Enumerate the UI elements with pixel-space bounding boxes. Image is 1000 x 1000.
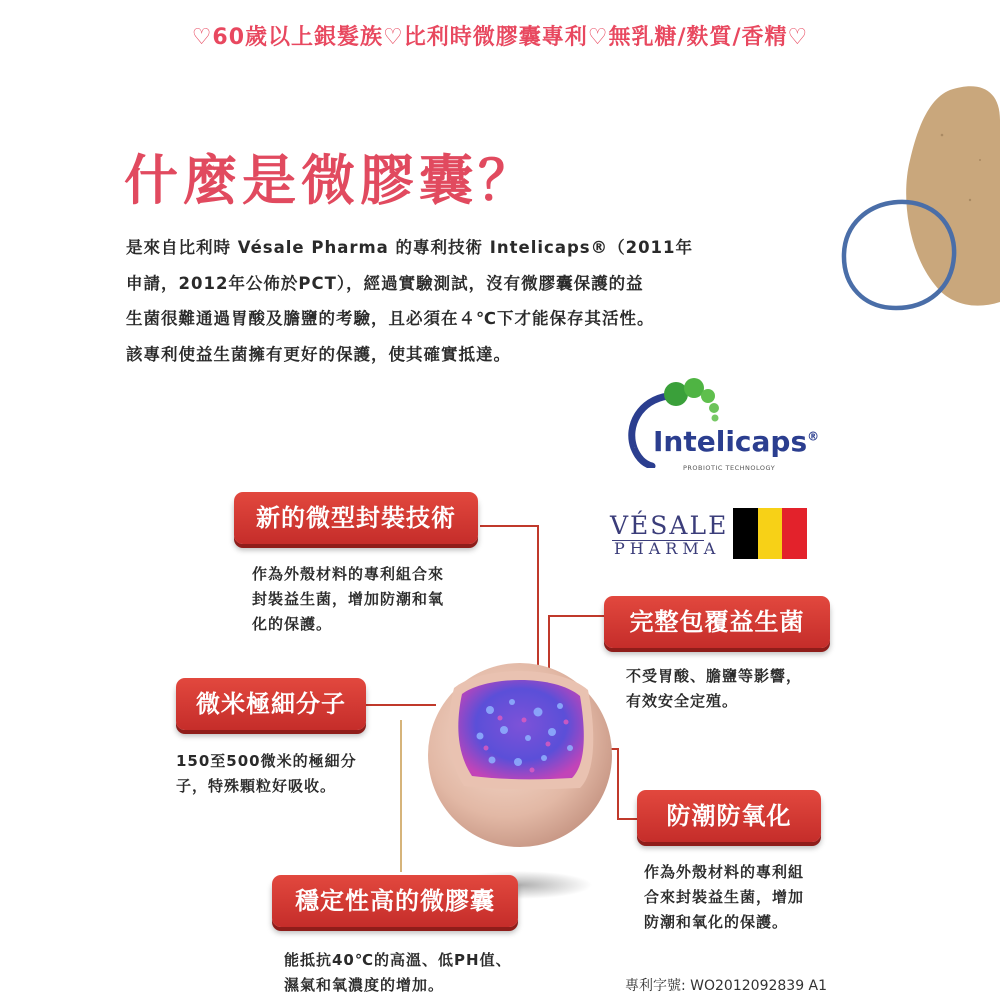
patent-number: 專利字號: WO2012092839 A1: [625, 978, 828, 994]
connector-line: [548, 615, 604, 617]
belgium-flag: [733, 508, 807, 559]
description-line: 150至500微米的極細分: [176, 752, 357, 770]
decorative-circle: [838, 196, 960, 314]
feature-label-stable-capsule: 穩定性高的微膠囊: [272, 875, 518, 927]
top-banner: ♡60歲以上銀髮族♡比利時微膠囊專利♡無乳糖/麩質/香精♡: [191, 25, 809, 50]
flag-stripe-red: [782, 508, 807, 559]
description-line: 合來封裝益生菌，增加: [644, 888, 805, 906]
description-line: 作為外殼材料的專利組合來: [252, 565, 445, 583]
intro-paragraph: [126, 230, 766, 372]
intro-line: 是來自比利時 Vésale Pharma 的專利技術 Intelicaps®（2011年: [126, 238, 694, 257]
feature-description: [176, 749, 386, 799]
connector-line: [480, 525, 538, 527]
description-line: 防潮和氧化的保護。: [644, 913, 789, 931]
feature-description: [252, 562, 482, 637]
intro-line: 該專利使益生菌擁有更好的保護，使其確實抵達。: [126, 344, 511, 364]
description-line: 有效安全定殖。: [626, 692, 739, 710]
description-line: 封裝益生菌，增加防潮和氧: [252, 590, 445, 608]
description-line: 子，特殊顆粒好吸收。: [176, 777, 337, 795]
description-line: 能抵抗40℃的高溫、低PH值、: [284, 951, 512, 969]
vesale-logo-name: VÉSALE: [610, 511, 729, 540]
description-line: 化的保護。: [252, 615, 333, 633]
feature-label-moisture-oxidation: 防潮防氧化: [637, 790, 821, 842]
description-line: 不受胃酸、膽鹽等影響，: [626, 667, 803, 685]
feature-description: [284, 948, 544, 998]
flag-stripe-black: [733, 508, 758, 559]
feature-description: [644, 860, 844, 935]
intelicaps-name: Intelicaps: [653, 425, 808, 458]
flag-stripe-yellow: [758, 508, 783, 559]
intro-line: 生菌很難通過胃酸及膽鹽的考驗，且必須在４℃下才能保存其活性。: [126, 309, 655, 328]
description-line: 濕氣和氧濃度的增加。: [284, 976, 445, 994]
feature-label-micron-molecule: 微米極細分子: [176, 678, 366, 730]
feature-label-full-coverage: 完整包覆益生菌: [604, 596, 830, 648]
connector-line: [400, 720, 402, 872]
vesale-logo-sub: PHARMA: [614, 539, 721, 558]
connector-line: [617, 818, 637, 820]
description-line: 作為外殼材料的專利組: [644, 863, 805, 881]
feature-label-new-encapsulation: 新的微型封裝技術: [234, 492, 478, 544]
microcapsule-illustration: [420, 640, 620, 910]
feature-description: [626, 664, 846, 714]
page-title: 什麼是微膠囊？: [124, 149, 537, 212]
registered-mark: ®: [807, 429, 820, 444]
logo-tagline: PROBIOTIC TECHNOLOGY: [683, 464, 776, 472]
intelicaps-wordmark: [653, 425, 819, 458]
intro-line: 申請，2012年公佈於PCT），經過實驗測試，沒有微膠囊保護的益: [126, 273, 644, 293]
